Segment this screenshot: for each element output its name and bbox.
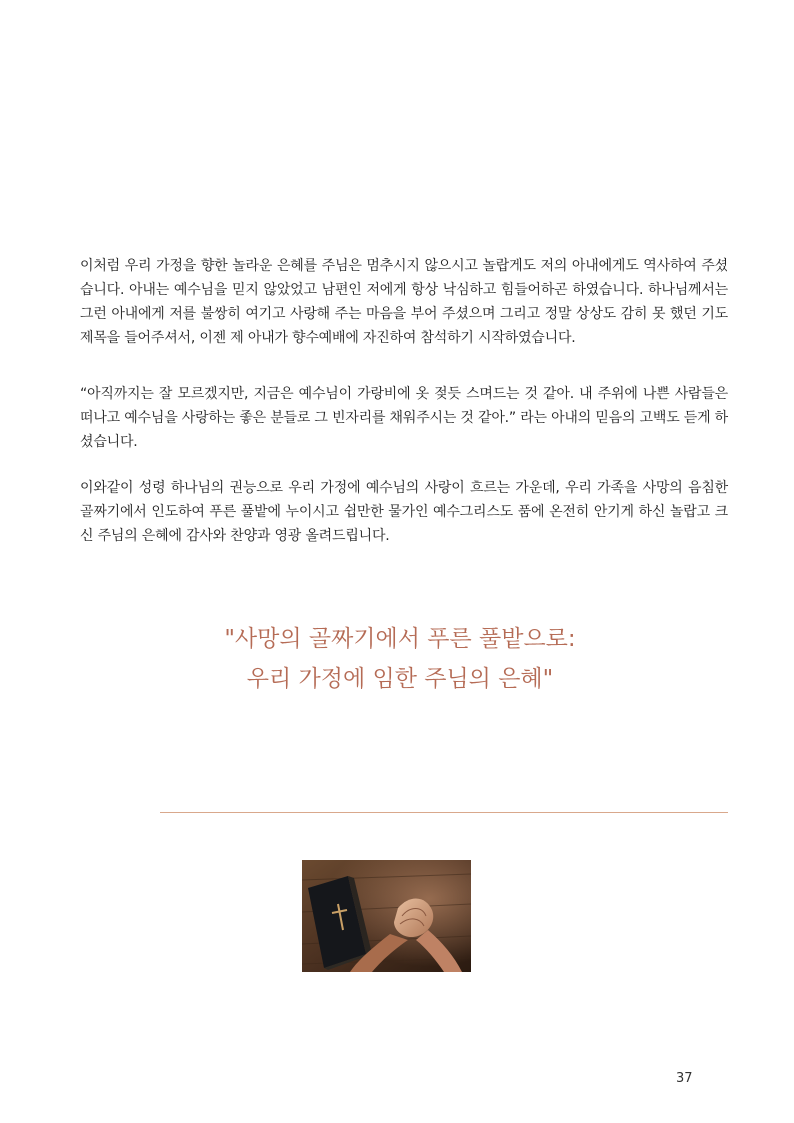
- page-number: 37: [676, 1071, 693, 1086]
- body-paragraph-2: “아직까지는 잘 모르겠지만, 지금은 예수님이 가랑비에 옷 젖듯 스며드는 것 같아. 내 주위에 나쁜 사람들은 떠나고 예수님을 사랑하는 좋은 분들로 그 빈자리를 채워주시는 것 같아.” 라는 아내의 믿음의 고백도 듣게 하셨습니다.: [80, 386, 728, 450]
- body-paragraph-1: 이처럼 우리 가정을 향한 놀라운 은혜를 주님은 멈추시지 않으시고 놀랍게도 저의 아내에게도 역사하여 주셨습니다. 아내는 예수님을 믿지 않았었고 남편인 저에게 항상 낙심하고 힘들어하곤 하였습니다. 하나님께서는 그런 아내에게 저를 불쌍히 여기고 사랑해 주는 마음을 부어 주셨으며 그리고 정말 상상도 감히 못 했던 기도 제목을 들어주셔서, 이젠 제 아내가 향수예배에 자진하여 참석하기 시작하였습니다.: [80, 258, 728, 346]
- body-paragraph-3: 이와같이 성령 하나님의 권능으로 우리 가정에 예수님의 사랑이 흐르는 가운데, 우리 가족을 사망의 음침한 골짜기에서 인도하여 푸른 풀밭에 누이시고 쉽만한 물가인 예수그리스도 품에 온전히 안기게 하신 놀랍고 크신 주님의 은혜에 감사와 찬양과 영광 올려드립니다.: [80, 480, 728, 544]
- bible-prayer-photo: [302, 860, 471, 972]
- divider-line: [160, 812, 728, 813]
- title-quote-line-1: "사망의 골짜기에서 푸른 풀밭으로:: [224, 626, 576, 652]
- title-quote-line-2: 우리 가정에 임한 주님의 은혜": [246, 666, 554, 692]
